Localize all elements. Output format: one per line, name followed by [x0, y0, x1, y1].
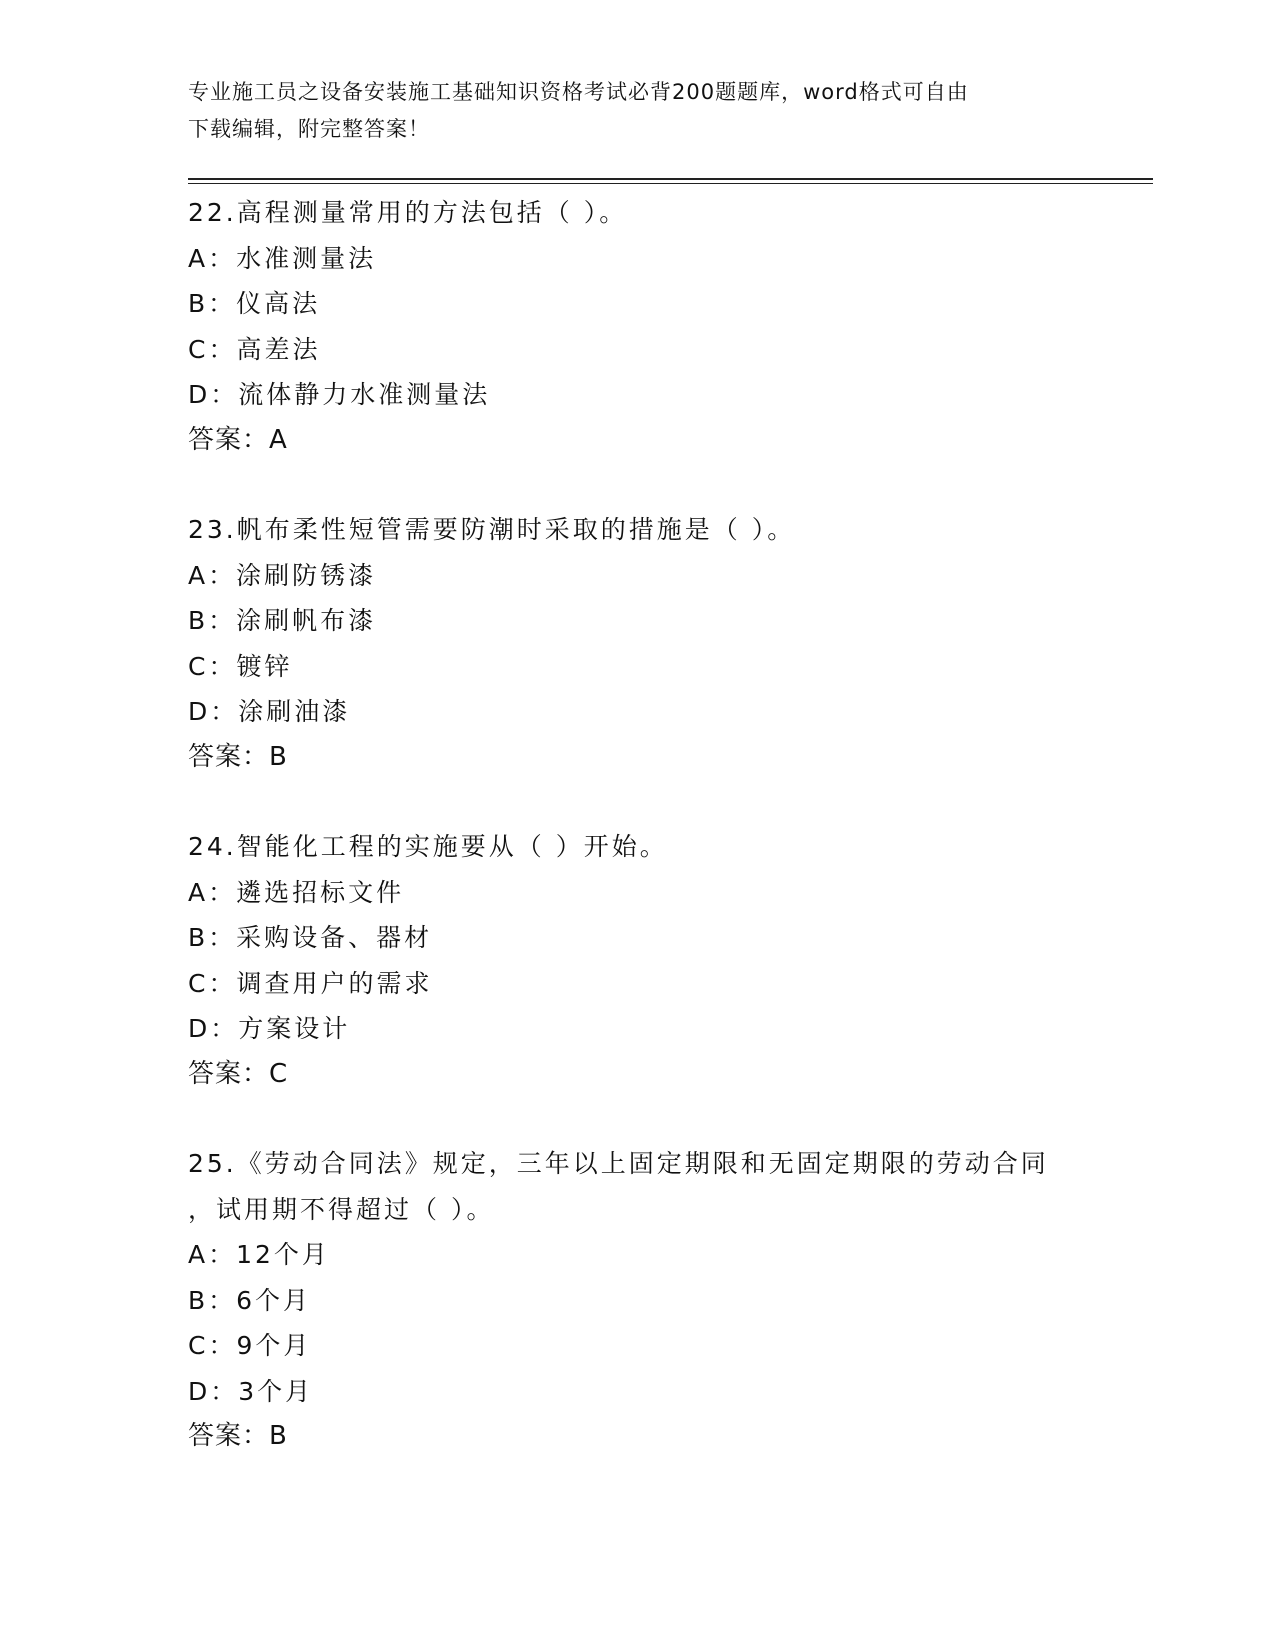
option-a: A：水准测量法	[188, 243, 377, 273]
question-stem: 24.智能化工程的实施要从（ ）开始。	[188, 832, 668, 861]
option-b: B：涂刷帆布漆	[188, 606, 377, 635]
option-d: D：涂刷油漆	[188, 697, 351, 726]
option-a: A：遴选招标文件	[188, 877, 405, 907]
question-stem-line-2: ，试用期不得超过（ ）。	[188, 1194, 495, 1224]
option-d: D：方案设计	[188, 1014, 351, 1043]
option-b: B：仪高法	[188, 289, 321, 318]
answer: 答案：B	[188, 741, 288, 772]
answer: 答案：C	[188, 1058, 289, 1089]
option-c: C：9个月	[188, 1331, 312, 1360]
header-line-1: 专业施工员之设备安装施工基础知识资格考试必背200题题库，word格式可自由	[188, 80, 969, 104]
document-header	[188, 74, 1068, 148]
question-23	[188, 507, 1088, 780]
question-stem-line-1: 25.《劳动合同法》规定，三年以上固定期限和无固定期限的劳动合同	[188, 1149, 1049, 1178]
option-c: C：高差法	[188, 334, 321, 364]
question-stem: 23.帆布柔性短管需要防潮时采取的措施是（ ）。	[188, 515, 796, 544]
option-b: B：6个月	[188, 1285, 312, 1315]
header-divider-thin	[188, 183, 1153, 184]
header-line-2: 下载编辑，附完整答案！	[188, 117, 430, 141]
option-d: D：流体静力水准测量法	[188, 380, 491, 409]
option-a: A：涂刷防锈漆	[188, 560, 377, 590]
answer: 答案：A	[188, 424, 288, 455]
question-22	[188, 190, 1088, 463]
header-divider	[188, 178, 1153, 180]
question-stem: 22.高程测量常用的方法包括（ ）。	[188, 198, 628, 227]
question-25	[188, 1141, 1088, 1460]
answer: 答案：B	[188, 1421, 288, 1451]
question-24	[188, 824, 1088, 1097]
question-list	[188, 190, 1088, 1504]
option-d: D：3个月	[188, 1376, 314, 1406]
option-c: C：调查用户的需求	[188, 968, 433, 998]
option-a: A：12个月	[188, 1240, 330, 1269]
option-c: C：镀锌	[188, 651, 293, 681]
option-b: B：采购设备、器材	[188, 923, 433, 952]
